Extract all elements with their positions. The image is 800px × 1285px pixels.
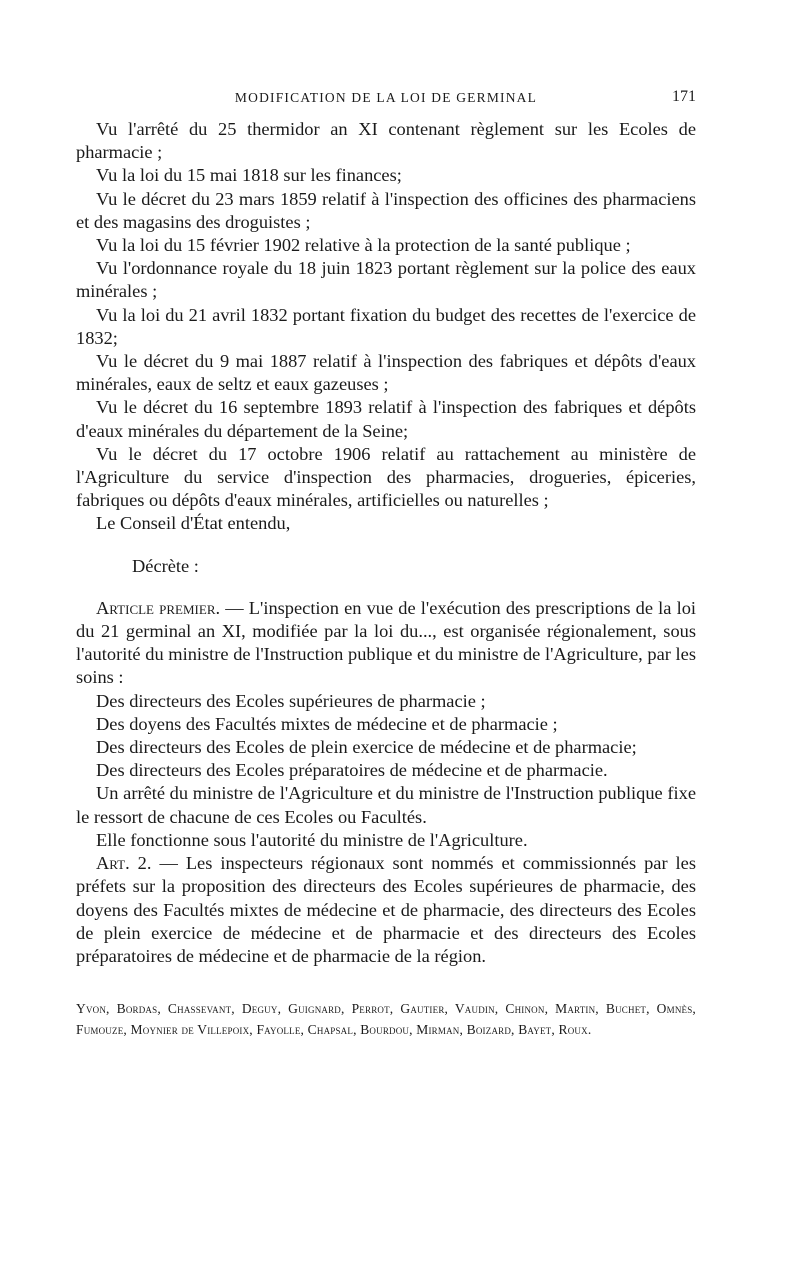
article-1-item: Un arrêté du ministre de l'Agriculture et du ministre de l'Instruction publique fixe le ressort de chacune de ces Ecoles ou Facultés.	[76, 783, 696, 827]
consideration-paragraph: Vu la loi du 21 avril 1832 portant fixation du budget des recettes de l'exercice de 1832;	[76, 304, 696, 348]
article-2-label: Art. 2.	[96, 853, 152, 874]
consideration-paragraph: Vu le décret du 17 octobre 1906 relatif au rattachement au ministère de l'Agriculture du service d'inspection des pharmacies, drogueries, épiceries, fabriques ou dépôts d'eaux minérales, artificielles ou naturelles ;	[76, 443, 696, 511]
running-title: MODIFICATION DE LA LOI DE GERMINAL	[234, 90, 538, 105]
article-1-item: Des directeurs des Ecoles de plein exercice de médecine et de pharmacie;	[96, 737, 637, 758]
body-text	[76, 118, 696, 968]
consideration-paragraph: Vu la loi du 15 mai 1818 sur les finances;	[96, 165, 402, 186]
document-page	[76, 88, 696, 1040]
article-1-label: Article premier.	[96, 597, 221, 618]
consideration-paragraph: Le Conseil d'État entendu,	[96, 513, 291, 534]
article-1-paragraph	[76, 597, 696, 690]
article-1-item: Des doyens des Facultés mixtes de médecine et de pharmacie ;	[96, 713, 558, 734]
article-2-paragraph	[76, 852, 696, 968]
article-1-item: Elle fonctionne sous l'autorité du ministre de l'Agriculture.	[96, 829, 528, 850]
consideration-paragraph: Vu le décret du 16 septembre 1893 relatif à l'inspection des fabriques et dépôts d'eaux minérales du département de la Seine;	[76, 397, 696, 441]
article-1-text: — L'inspection en vue de l'exécution des prescriptions de la loi du 21 germinal an XI, modifiée par la loi du..., est organisée régionalement, sous l'autorité du ministre de l'Instruction publique et du ministre de l'Agriculture, par les soins :	[76, 597, 697, 688]
consideration-paragraph: Vu la loi du 15 février 1902 relative à la protection de la santé publique ;	[96, 235, 631, 256]
consideration-paragraph: Vu l'arrêté du 25 thermidor an XI contenant règlement sur les Ecoles de pharmacie ;	[76, 119, 696, 163]
consideration-paragraph: Vu le décret du 23 mars 1859 relatif à l'inspection des officines des pharmaciens et des magasins des droguistes ;	[76, 188, 696, 232]
consideration-paragraph: Vu l'ordonnance royale du 18 juin 1823 portant règlement sur la police des eaux minérales ;	[76, 258, 696, 302]
article-1-item: Des directeurs des Ecoles supérieures de pharmacie ;	[96, 690, 486, 711]
decree-heading: Décrète :	[132, 555, 199, 576]
article-2-text: — Les inspecteurs régionaux sont nommés et commissionnés par les préfets sur la proposition des directeurs des Ecoles supérieures de pharmacie, des doyens des Facultés mixtes de médecine et de pharmacie, des directeurs des Ecoles de plein exercice de médecine et de pharmacie et des directeurs des Ecoles préparatoires de médecine et de pharmacie de la région.	[76, 853, 696, 966]
page-number: 171	[672, 88, 696, 105]
running-header	[76, 88, 696, 112]
signatories-list: Yvon, Bordas, Chassevant, Deguy, Guignard, Perrot, Gautier, Vaudin, Chinon, Martin, Buchet, Omnès, Fumouze, Moynier de Villepoix, Fayolle, Chapsal, Bourdou, Mirman, Boizard, Bayet, Roux.	[76, 1001, 696, 1038]
article-1-item: Des directeurs des Ecoles préparatoires de médecine et de pharmacie.	[96, 760, 608, 781]
consideration-paragraph: Vu le décret du 9 mai 1887 relatif à l'inspection des fabriques et dépôts d'eaux minérales, eaux de seltz et eaux gazeuses ;	[76, 351, 696, 395]
